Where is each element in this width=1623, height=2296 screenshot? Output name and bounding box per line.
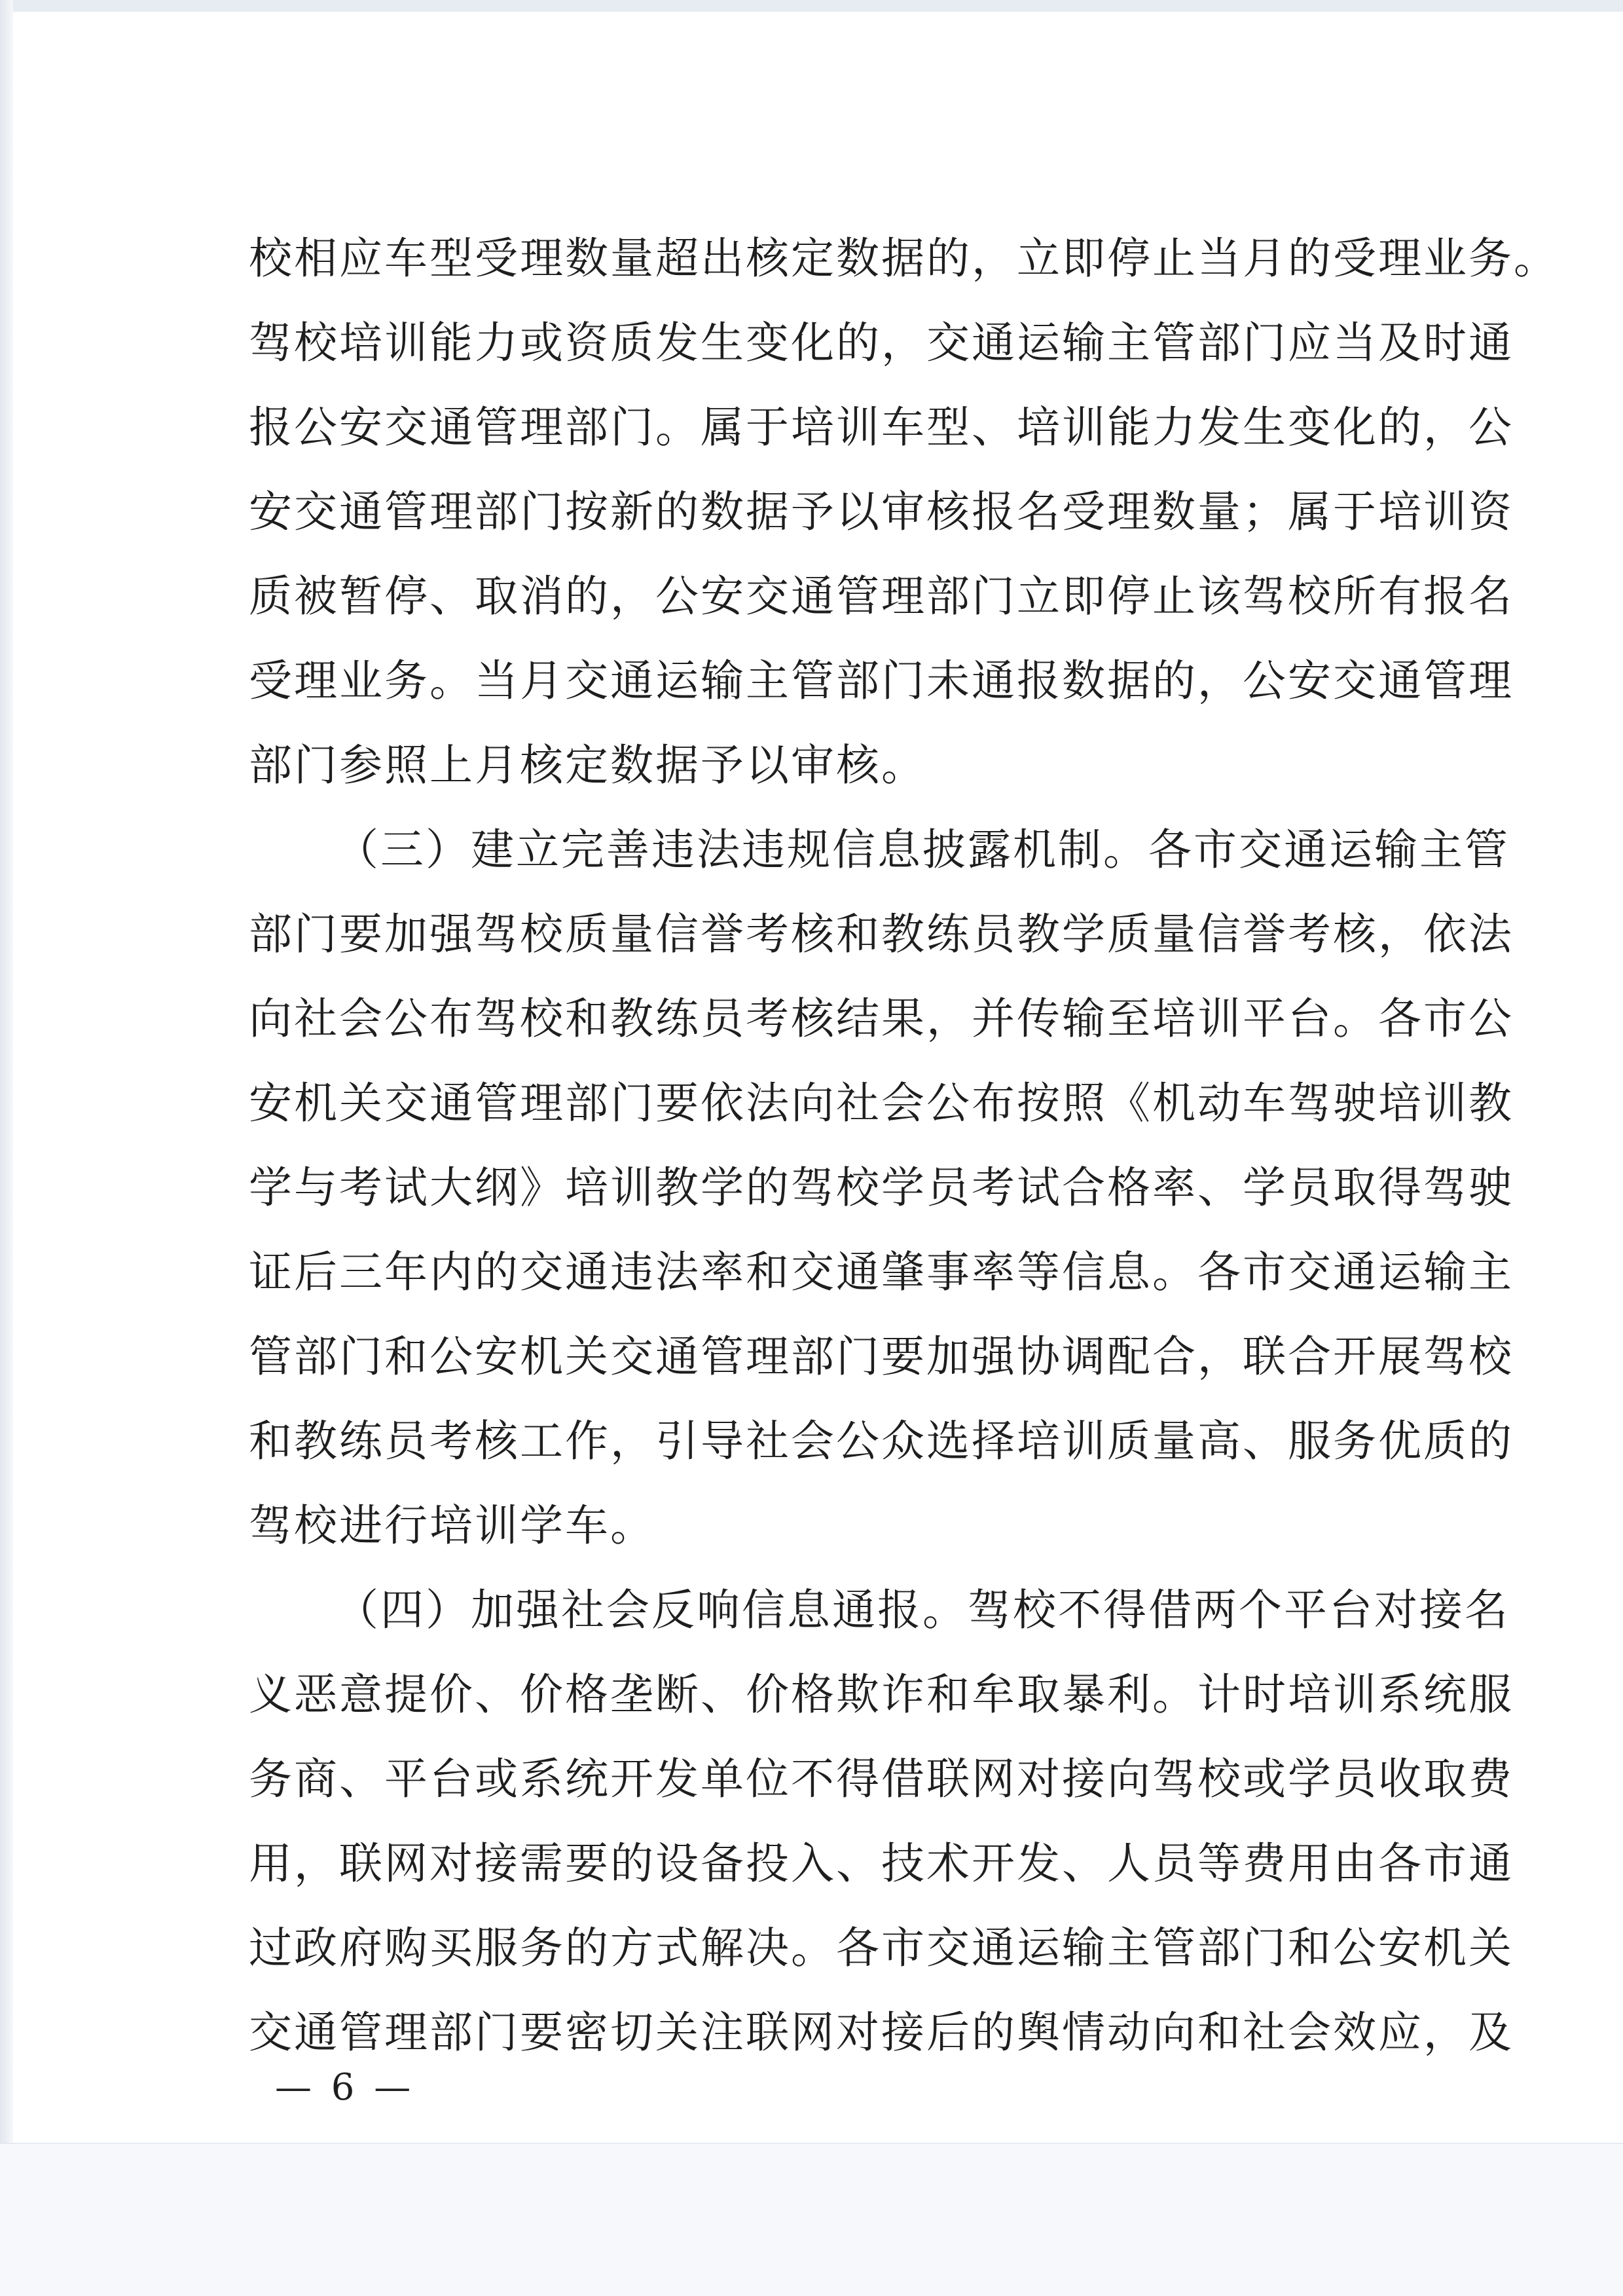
text-line: 证后三年内的交通违法率和交通肇事率等信息。各市交通运输主 [249, 1247, 1514, 1297]
section-heading-line [249, 1568, 1510, 1652]
paragraph-continuation [249, 216, 1559, 807]
section-heading-4: （四）加强社会反响信息通报。 [335, 1585, 968, 1635]
scan-top-edge [0, 0, 1623, 12]
text-line: 报公安交通管理部门。属于培训车型、培训能力发生变化的，公 [249, 402, 1514, 453]
text-line: 用，联网对接需要的设备投入、技术开发、人员等费用由各市通 [249, 1838, 1514, 1889]
text-line: 务商、平台或系统开发单位不得借联网对接向驾校或学员收取费 [249, 1754, 1514, 1804]
text-line: 安机关交通管理部门要依法向社会公布按照《机动车驾驶培训教 [249, 1078, 1514, 1128]
paragraph-section-3 [249, 807, 1514, 1568]
text-line: 部门要加强驾校质量信誉考核和教练员教学质量信誉考核，依法 [249, 909, 1514, 959]
section-heading-line [249, 807, 1510, 892]
scan-bottom-band [0, 2143, 1623, 2296]
text-line: 驾校培训能力或资质发生变化的，交通运输主管部门应当及时通 [249, 318, 1514, 368]
document-body [249, 216, 1559, 2075]
page-number: — 6 — [275, 2066, 415, 2109]
text-line: 部门参照上月核定数据予以审核。 [249, 740, 926, 790]
text-line: 受理业务。当月交通运输主管部门未通报数据的，公安交通管理 [249, 656, 1514, 706]
text-line: 质被暂停、取消的，公安交通管理部门立即停止该驾校所有报名 [249, 571, 1514, 621]
heading-line-rest: 各市交通运输主管 [1148, 824, 1510, 875]
text-line: 安交通管理部门按新的数据予以审核报名受理数量；属于培训资 [249, 487, 1514, 537]
text-line: 向社会公布驾校和教练员考核结果，并传输至培训平台。各市公 [249, 993, 1514, 1044]
text-line: 和教练员考核工作，引导社会公众选择培训质量高、服务优质的 [249, 1416, 1514, 1466]
text-line: 过政府购买服务的方式解决。各市交通运输主管部门和公安机关 [249, 1923, 1514, 1973]
text-line: 交通管理部门要密切关注联网对接后的舆情动向和社会效应，及 [249, 2007, 1514, 2058]
text-line: 学与考试大纲》培训教学的驾校学员考试合格率、学员取得驾驶 [249, 1162, 1514, 1213]
paragraph-section-4 [249, 1568, 1514, 2075]
text-line: 义恶意提价、价格垄断、价格欺诈和牟取暴利。计时培训系统服 [249, 1669, 1514, 1720]
section-heading-3: （三）建立完善违法违规信息披露机制。 [335, 824, 1148, 875]
text-line: 驾校进行培训学车。 [249, 1500, 655, 1551]
text-line: 管部门和公安机关交通管理部门要加强协调配合，联合开展驾校 [249, 1331, 1514, 1382]
heading-line-rest: 驾校不得借两个平台对接名 [968, 1585, 1510, 1635]
scan-left-edge [0, 0, 13, 2295]
text-line: 校相应车型受理数量超出核定数据的，立即停止当月的受理业务。 [249, 233, 1559, 284]
